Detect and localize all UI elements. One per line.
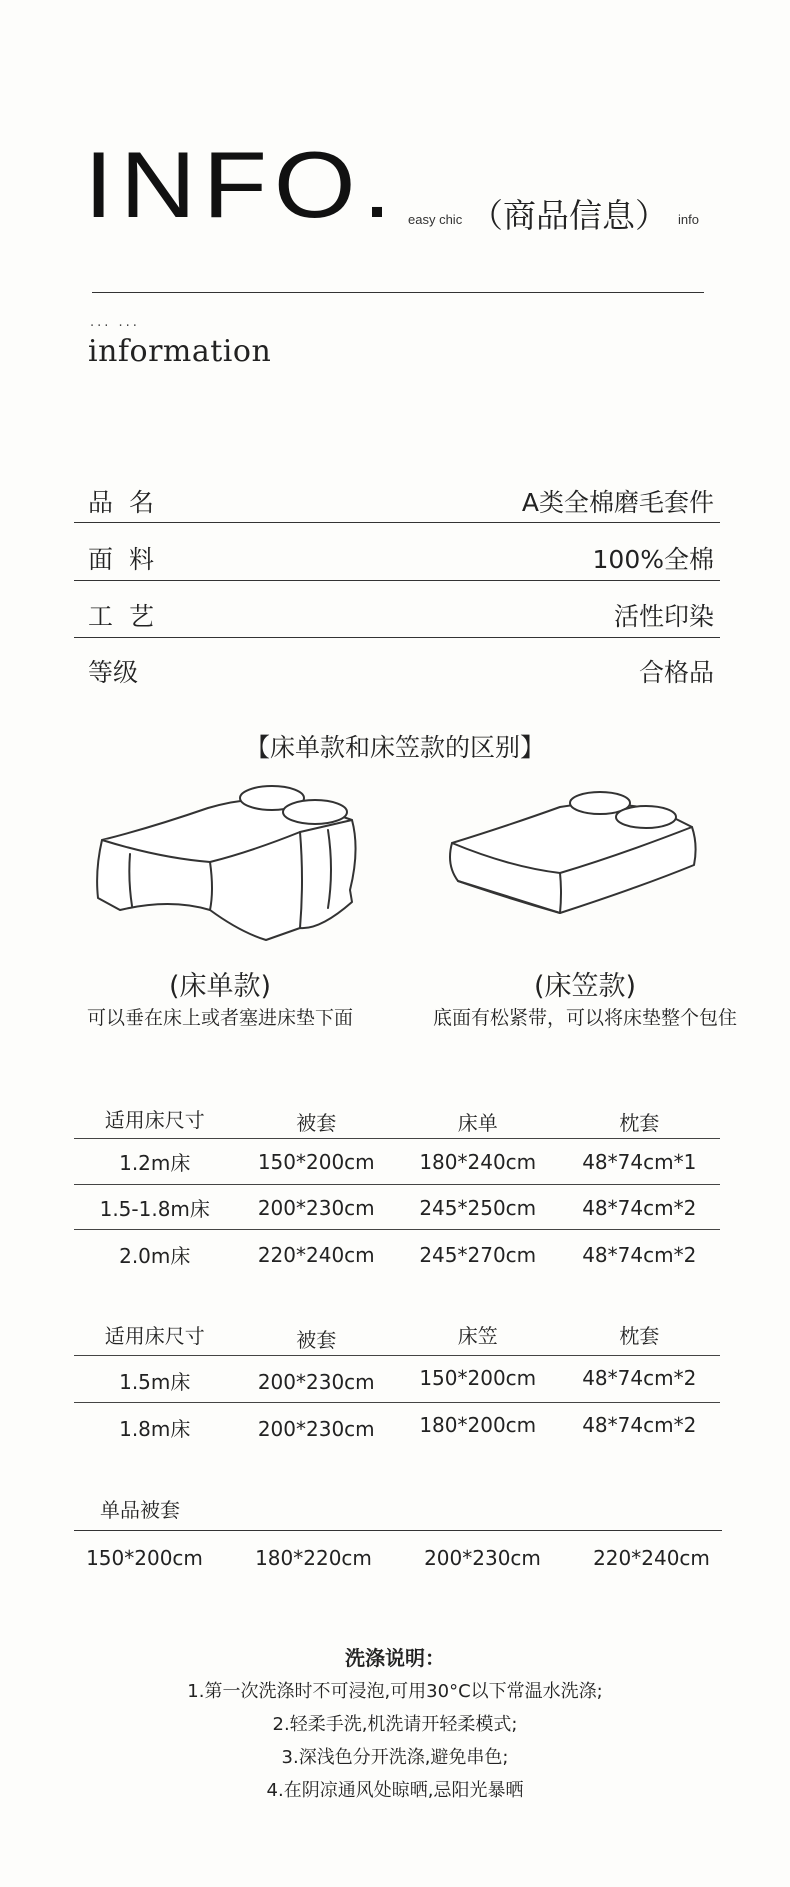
table-cell: 1.2m床 — [119, 1151, 191, 1175]
spec-value-material: 100%全棉 — [592, 545, 714, 574]
flat-sheet-bed-illustration — [90, 780, 370, 950]
table-cell: 1.8m床 — [119, 1417, 191, 1441]
table-cell: 200*230cm — [257, 1196, 375, 1220]
table-cell: 180*240cm — [419, 1150, 537, 1174]
washing-instruction: 1.第一次洗涤时不可浸泡,可用30°C以下常温水洗涤; — [187, 1681, 603, 1702]
table-cell: 245*270cm — [419, 1243, 537, 1267]
table-cell: 1.5m床 — [119, 1370, 191, 1394]
table-cell: 48*74cm*1 — [582, 1150, 697, 1174]
spec-value-process: 活性印染 — [613, 602, 714, 631]
table-cell: 48*74cm*2 — [582, 1196, 697, 1220]
tag-info: info — [678, 212, 699, 227]
caption-flat-sheet: (床单款) — [168, 971, 272, 1002]
washing-instruction: 2.轻柔手洗,机洗请开轻柔模式; — [272, 1714, 518, 1735]
table-row — [74, 1403, 720, 1447]
table-header-cell: 枕套 — [619, 1111, 660, 1135]
tag-easy-chic: easy chic — [408, 212, 463, 227]
table-cell: 2.0m床 — [119, 1244, 191, 1268]
table-cell: 150*200cm — [257, 1150, 375, 1174]
table-cell: 220*240cm — [257, 1243, 375, 1267]
page-title: INFO. — [84, 132, 399, 237]
table-cell: 245*250cm — [419, 1196, 537, 1220]
table-cell: 180*200cm — [419, 1413, 537, 1437]
duvet-table-header: 单品被套 — [100, 1498, 180, 1522]
section-word-information: information — [88, 334, 272, 369]
spec-label-process: 工 艺 — [88, 602, 158, 631]
table-cell: 48*74cm*2 — [582, 1413, 697, 1437]
washing-instruction: 4.在阴凉通风处晾晒,忌阳光暴晒 — [266, 1780, 524, 1801]
duvet-size-cell: 200*230cm — [424, 1546, 541, 1570]
table-row — [74, 1356, 720, 1402]
table-header-row — [74, 1104, 720, 1134]
spec-label-material: 面 料 — [88, 545, 158, 574]
spec-value-grade: 合格品 — [638, 658, 714, 687]
table-header-row — [74, 1320, 720, 1350]
spec-label-name: 品 名 — [88, 488, 158, 517]
caption-flat-sheet-desc: 可以垂在床上或者塞进床垫下面 — [86, 1007, 353, 1029]
table-header-cell: 床笠 — [457, 1324, 498, 1348]
subtitle-cn: （商品信息） — [470, 196, 668, 235]
duvet-size-cell: 220*240cm — [593, 1546, 710, 1570]
spec-divider — [74, 522, 720, 523]
table-cell: 1.5-1.8m床 — [99, 1197, 210, 1221]
caption-fitted-sheet: (床笠款) — [533, 971, 637, 1002]
size-table-fitted-sheet — [74, 1320, 720, 1447]
header-divider — [92, 292, 704, 293]
spec-divider — [74, 580, 720, 581]
table-header-cell: 适用床尺寸 — [104, 1108, 205, 1132]
table-cell: 200*230cm — [257, 1417, 375, 1441]
spec-value-name: A类全棉磨毛套件 — [521, 488, 714, 517]
table-header-cell: 被套 — [296, 1111, 337, 1135]
table-row — [74, 1230, 720, 1274]
caption-fitted-sheet-desc: 底面有松紧带，可以将床垫整个包住 — [432, 1007, 737, 1029]
difference-title: 【床单款和床笠款的区别】 — [244, 733, 545, 762]
table-header-cell: 被套 — [296, 1328, 337, 1352]
washing-instruction: 3.深浅色分开洗涤,避免串色; — [281, 1747, 509, 1768]
table-header-cell: 适用床尺寸 — [104, 1324, 205, 1348]
spec-label-grade: 等级 — [88, 658, 139, 687]
fitted-sheet-bed-illustration — [440, 785, 710, 935]
duvet-table-divider — [74, 1530, 722, 1531]
table-cell: 200*230cm — [257, 1370, 375, 1394]
washing-title: 洗涤说明： — [345, 1646, 445, 1670]
table-header-cell: 床单 — [457, 1111, 498, 1135]
size-table-flat-sheet — [74, 1104, 720, 1274]
table-cell: 48*74cm*2 — [582, 1243, 697, 1267]
table-row — [74, 1185, 720, 1229]
spec-divider — [74, 637, 720, 638]
table-row — [60, 1546, 736, 1570]
duvet-size-cell: 180*220cm — [255, 1546, 372, 1570]
table-cell: 48*74cm*2 — [582, 1366, 697, 1390]
table-cell: 150*200cm — [419, 1366, 537, 1390]
duvet-size-table — [60, 1546, 736, 1570]
table-header-cell: 枕套 — [619, 1324, 660, 1348]
decorative-dots: ... ... — [90, 315, 140, 330]
table-row — [74, 1139, 720, 1184]
duvet-size-cell: 150*200cm — [86, 1546, 203, 1570]
